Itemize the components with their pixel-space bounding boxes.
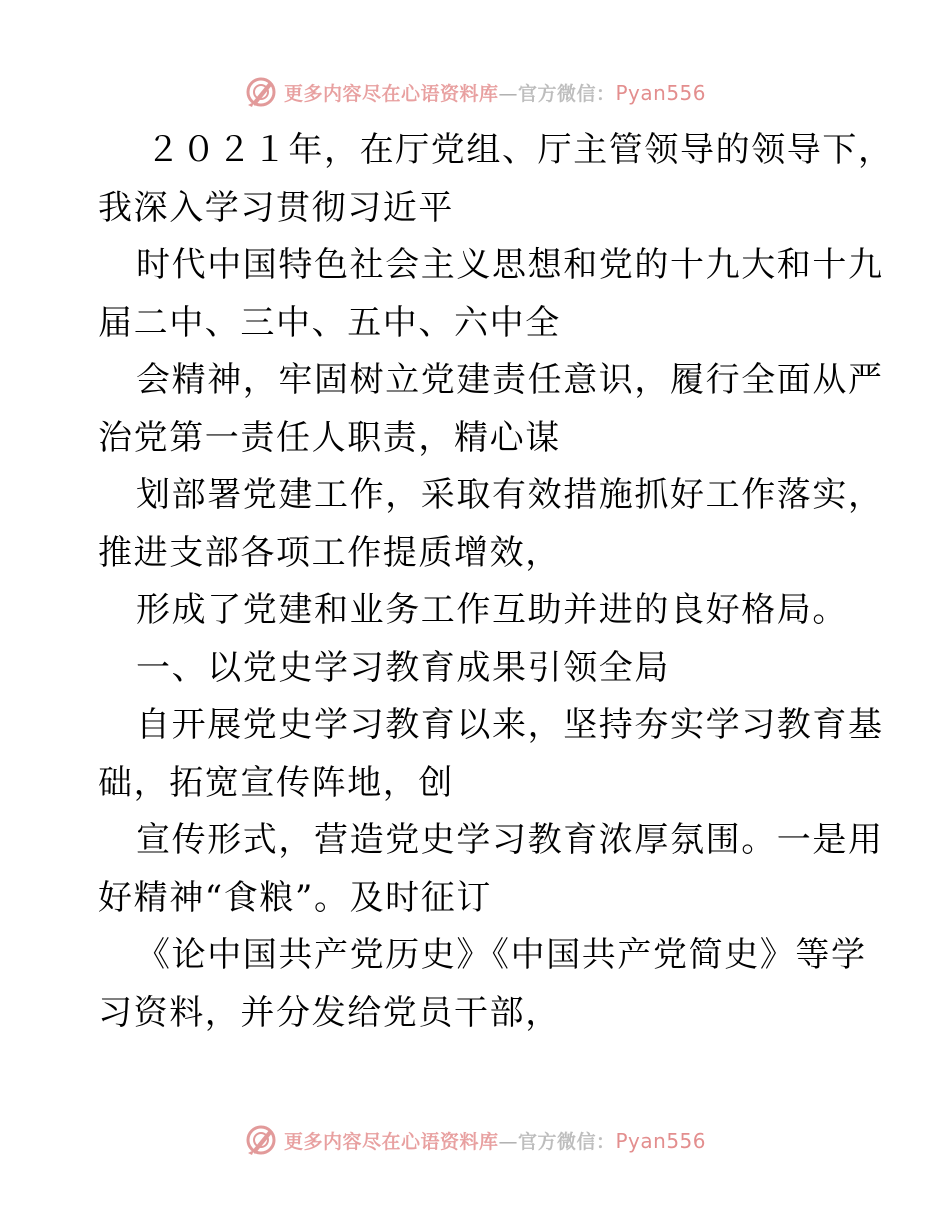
quill-logo-icon: [244, 1123, 278, 1157]
watermark-main: 更多内容尽在心语资料库: [283, 82, 499, 105]
paragraph-2-line-2: 届二中、三中、五中、六中全: [98, 302, 561, 343]
quill-logo-icon: [244, 75, 278, 109]
paragraph-9-line-2: 习资料，并分发给党员干部，: [98, 992, 561, 1033]
paragraph-2-line-1: 时代中国特色社会主义思想和党的十九大和十九: [136, 245, 884, 285]
watermark-sub: 官方微信：: [517, 1130, 616, 1153]
watermark-text: [284, 1127, 706, 1154]
paragraph-8-line-1: 宣传形式，营造党史学习教育浓厚氛围。一是用: [136, 820, 884, 860]
paragraph-9-line-1: 《论中国共产党历史》《中国共产党简史》等学: [136, 935, 867, 975]
document-body: [98, 122, 894, 1042]
watermark-dash: —: [498, 82, 518, 105]
section-heading: 一、以党史学习教育成果引领全局: [136, 647, 670, 688]
paragraph-3-line-2: 治党第一责任人职责，精心谋: [98, 417, 561, 458]
watermark-main: 更多内容尽在心语资料库: [283, 1130, 499, 1153]
paragraph-4-line-2: 推进支部各项工作提质增效，: [98, 532, 561, 573]
header-watermark: [0, 72, 950, 112]
paragraph-1-line-1: ２０２１年，在厅党组、厅主管领导的领导下，: [146, 130, 894, 170]
paragraph-3-line-1: 会精神，牢固树立党建责任意识，履行全面从严: [136, 360, 884, 400]
watermark-dash: —: [498, 1130, 518, 1153]
paragraph-7-line-1: 自开展党史学习教育以来，坚持夯实学习教育基: [136, 705, 884, 745]
paragraph-1-line-2: 我深入学习贯彻习近平: [98, 187, 454, 228]
paragraph-8-line-2: 好精神“食粮”。及时征订: [98, 877, 492, 918]
watermark-id: Pyan556: [615, 80, 707, 105]
paragraph-7-line-2: 础，拓宽宣传阵地，创: [98, 762, 454, 803]
paragraph-4-line-1: 划部署党建工作，采取有效措施抓好工作落实，: [136, 475, 884, 515]
paragraph-5-line-1: 形成了党建和业务工作互助并进的良好格局。: [136, 590, 848, 630]
watermark-sub: 官方微信：: [517, 82, 616, 105]
footer-watermark: [0, 1120, 950, 1160]
watermark-text: [284, 79, 706, 106]
watermark-id: Pyan556: [615, 1128, 707, 1153]
